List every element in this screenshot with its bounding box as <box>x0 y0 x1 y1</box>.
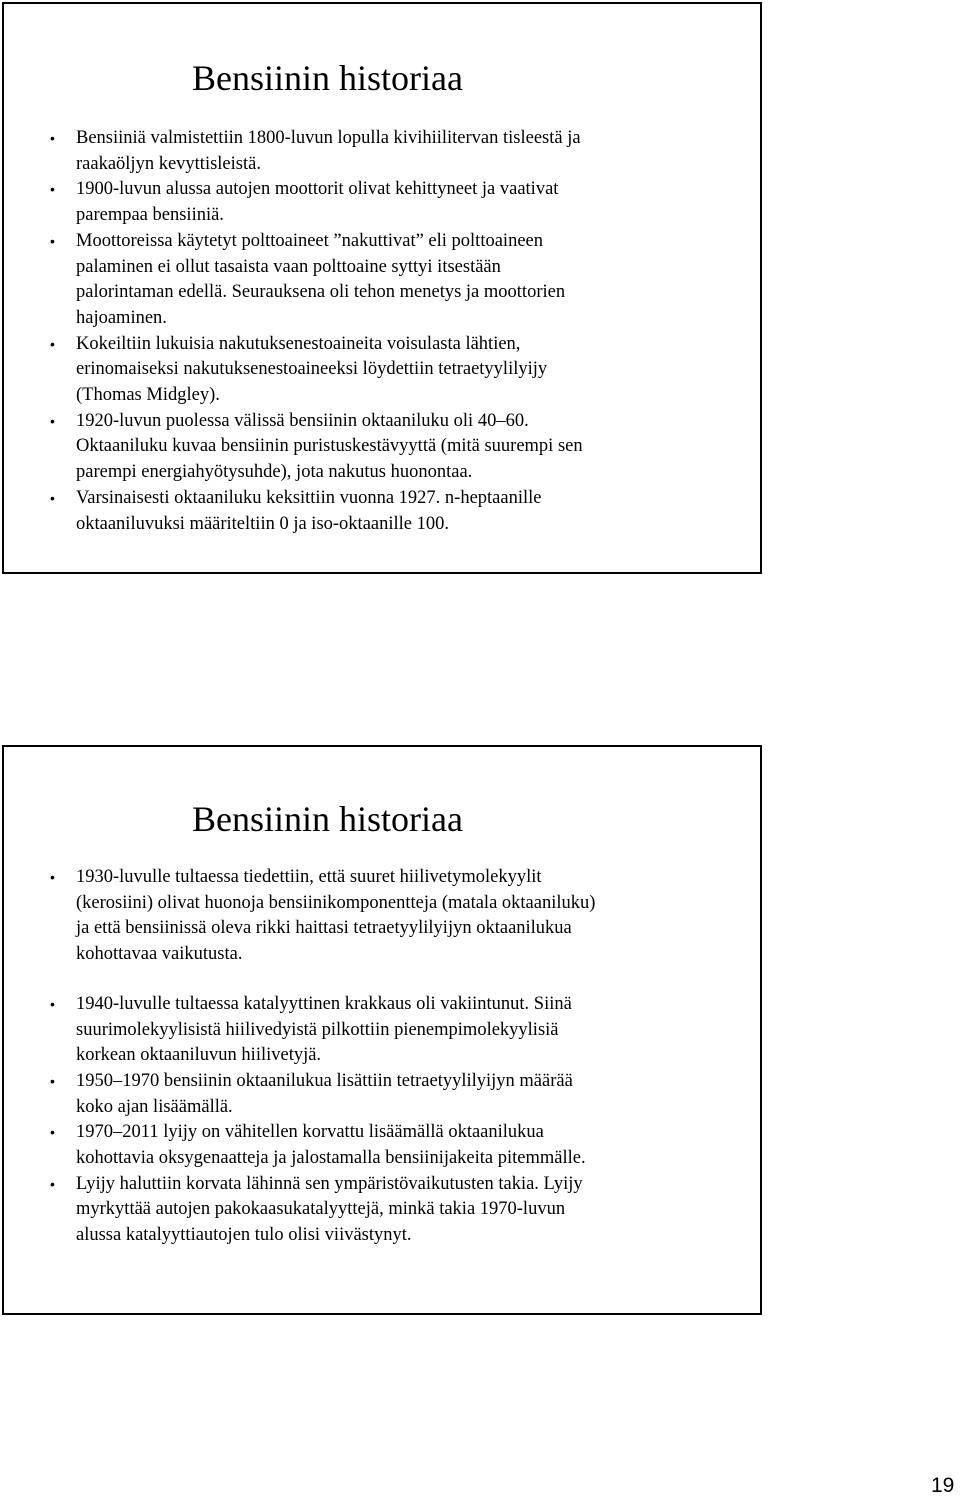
bullet-item <box>50 1120 736 1171</box>
bullet-dot-icon: • <box>50 130 55 146</box>
bullet-line: Bensiiniä valmistettiin 1800-luvun lopulla kivihiilitervan tisleestä ja <box>76 128 581 148</box>
bullet-item <box>50 177 736 228</box>
bullet-line: kohottavia oksygenaatteja ja jalostamalla bensiinijakeita pitemmälle. <box>76 1148 586 1169</box>
bullet-item <box>50 992 736 1069</box>
bullet-line: Kokeiltiin lukuisia nakutuksenestoaineita voisulasta lähtien, <box>76 333 521 354</box>
bullet-item <box>50 229 736 332</box>
bullet-list <box>50 865 736 1249</box>
bullet-dot-icon: • <box>50 1124 55 1141</box>
bullet-line: parempaa bensiiniä. <box>76 205 224 226</box>
bullet-line: raakaöljyn kevyttisleistä. <box>76 153 261 174</box>
bullet-line: alussa katalyyttiautojen tulo olisi viivästynyt. <box>76 1225 412 1246</box>
bullet-line: erinomaiseksi nakutuksenestoaineeksi löydettiin tetraetyylilyijy <box>76 359 548 380</box>
bullet-line: (kerosiini) olivat huonoja bensiinikomponentteja (matala oktaaniluku) <box>76 892 596 913</box>
bullet-line: koko ajan lisäämällä. <box>76 1096 233 1117</box>
slide-2 <box>2 745 762 1315</box>
bullet-line: Moottoreissa käytetyt polttoaineet ”nakuttivat” eli polttoaineen <box>76 230 543 251</box>
bullet-dot-icon: • <box>50 1175 55 1192</box>
bullet-line: ja että bensiinissä oleva rikki haittasi tetraetyylilyijyn oktaanilukua <box>76 918 572 939</box>
bullet-dot-icon: • <box>50 995 55 1012</box>
bullet-line: 1930-luvulle tultaessa tiedettiin, että suuret hiilivetymolekyylit <box>76 867 542 887</box>
bullet-line: korkean oktaaniluvun hiilivetyjä. <box>76 1045 322 1066</box>
page-number: 19 <box>931 1474 955 1497</box>
bullet-line: (Thomas Midgley). <box>76 385 220 406</box>
bullet-line: 1900-luvun alussa autojen moottorit olivat kehittyneet ja vaativat <box>76 179 559 200</box>
bullet-item <box>50 1069 736 1120</box>
bullet-line: 1970–2011 lyijy on vähitellen korvattu lisäämällä oktaanilukua <box>76 1122 544 1143</box>
slide-title: Bensiinin historiaa <box>192 58 463 98</box>
bullet-line: Varsinaisesti oktaaniluku keksittiin vuonna 1927. n-heptaanille <box>76 487 542 508</box>
bullet-line: palaminen ei ollut tasaista vaan polttoaine syttyi itsestään <box>76 256 501 277</box>
bullet-line: Oktaaniluku kuvaa bensiinin puristuskestävyyttä (mitä suurempi sen <box>76 436 583 457</box>
bullet-dot-icon: • <box>50 412 55 429</box>
bullet-dot-icon: • <box>50 1072 55 1089</box>
bullet-dot-icon: • <box>50 232 55 249</box>
bullet-line: parempi energiahyötysuhde), jota nakutus huonontaa. <box>76 462 473 483</box>
bullet-line: kohottavaa vaikutusta. <box>76 944 243 965</box>
bullet-item <box>50 126 736 177</box>
bullet-dot-icon: • <box>50 869 55 885</box>
bullet-dot-icon: • <box>50 181 55 198</box>
bullet-dot-icon: • <box>50 335 55 352</box>
bullet-item <box>50 865 736 968</box>
bullet-line: palorintaman edellä. Seurauksena oli tehon menetys ja moottorien <box>76 282 566 303</box>
bullet-list <box>50 126 736 537</box>
bullet-item <box>50 486 736 537</box>
bullet-line: 1940-luvulle tultaessa katalyyttinen krakkaus oli vakiintunut. Siinä <box>76 993 572 1014</box>
bullet-line: suurimolekyylisistä hiilivedyistä pilkottiin pienempimolekyylisiä <box>76 1019 559 1040</box>
bullet-item <box>50 409 736 486</box>
bullet-item <box>50 1172 736 1249</box>
bullet-line: oktaaniluvuksi määriteltiin 0 ja iso-oktaanille 100. <box>76 513 449 534</box>
bullet-line: Lyijy haluttiin korvata lähinnä sen ympäristövaikutusten takia. Lyijy <box>76 1173 583 1194</box>
slide-title: Bensiinin historiaa <box>192 799 463 839</box>
slide-1 <box>2 2 762 574</box>
bullet-dot-icon: • <box>50 489 55 506</box>
bullet-line: myrkyttää autojen pakokaasukatalyyttejä, minkä takia 1970-luvun <box>76 1199 566 1220</box>
bullet-line: 1950–1970 bensiinin oktaanilukua lisättiin tetraetyylilyijyn määrää <box>76 1070 573 1091</box>
bullet-item <box>50 332 736 409</box>
bullet-line: hajoaminen. <box>76 307 167 328</box>
bullet-line: 1920-luvun puolessa välissä bensiinin oktaaniluku oli 40–60. <box>76 410 529 431</box>
